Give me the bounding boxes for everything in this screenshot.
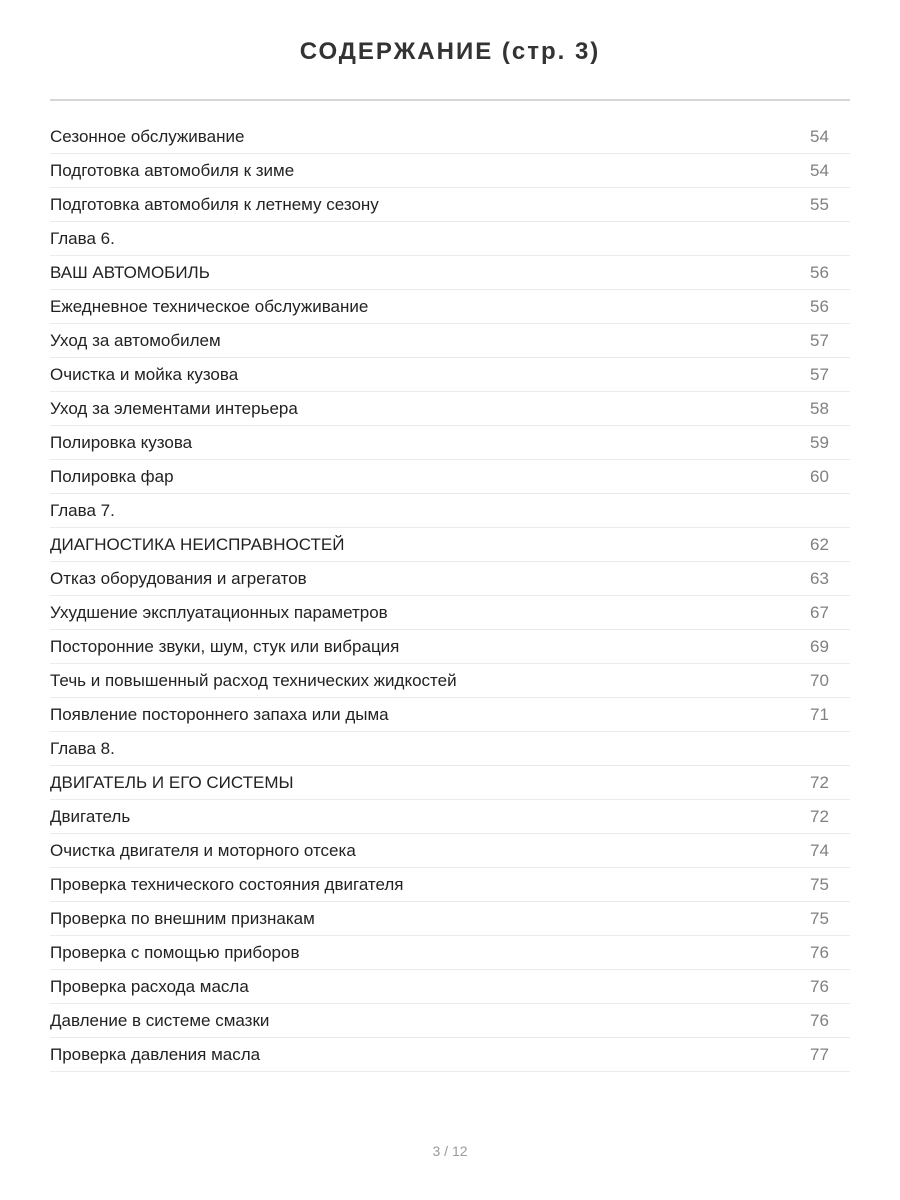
toc-chapter-heading[interactable] <box>50 222 850 256</box>
toc-entry-page-number: 54 <box>810 160 829 180</box>
toc-entry[interactable] <box>50 358 850 392</box>
table-of-contents <box>50 120 850 1072</box>
toc-entry[interactable] <box>50 188 850 222</box>
page-title: СОДЕРЖАНИЕ (стр. 3) <box>299 38 601 65</box>
toc-entry-page-number: 63 <box>810 568 829 588</box>
toc-entry-page-number: 75 <box>810 874 829 894</box>
toc-entry[interactable] <box>50 902 850 936</box>
toc-entry-label: Проверка давления масла <box>50 1044 261 1064</box>
toc-entry[interactable] <box>50 154 850 188</box>
toc-entry-label: Ухудшение эксплуатационных параметров <box>50 602 388 622</box>
toc-entry-page-number: 62 <box>810 534 829 554</box>
toc-entry-page-number: 58 <box>810 398 829 418</box>
toc-entry[interactable] <box>50 256 850 290</box>
toc-entry[interactable] <box>50 834 850 868</box>
toc-entry[interactable] <box>50 290 850 324</box>
toc-entry-label: Подготовка автомобиля к зиме <box>50 160 295 180</box>
toc-entry[interactable] <box>50 528 850 562</box>
toc-entry[interactable] <box>50 596 850 630</box>
toc-entry-label: Появление постороннего запаха или дыма <box>50 704 389 724</box>
toc-entry-label: Подготовка автомобиля к летнему сезону <box>50 194 379 214</box>
toc-entry-label: Глава 7. <box>50 500 115 520</box>
toc-entry-page-number: 54 <box>810 126 829 146</box>
toc-entry-page-number: 76 <box>810 942 829 962</box>
toc-entry-label: Очистка и мойка кузова <box>50 364 239 384</box>
toc-entry[interactable] <box>50 970 850 1004</box>
toc-entry-page-number: 74 <box>810 840 829 860</box>
toc-entry-page-number: 71 <box>810 704 829 724</box>
toc-entry-label: Проверка по внешним признакам <box>50 908 315 928</box>
toc-entry[interactable] <box>50 1004 850 1038</box>
toc-entry[interactable] <box>50 800 850 834</box>
toc-entry[interactable] <box>50 562 850 596</box>
toc-entry-label: Ежедневное техническое обслуживание <box>50 296 369 316</box>
toc-entry-label: Уход за автомобилем <box>50 330 221 350</box>
toc-entry[interactable] <box>50 868 850 902</box>
toc-entry-page-number: 56 <box>810 262 829 282</box>
toc-entry-page-number: 57 <box>810 364 829 384</box>
toc-entry[interactable] <box>50 324 850 358</box>
toc-entry-page-number: 60 <box>810 466 829 486</box>
toc-entry[interactable] <box>50 426 850 460</box>
toc-entry-label: Полировка кузова <box>50 432 193 452</box>
toc-entry-label: ВАШ АВТОМОБИЛЬ <box>50 262 210 282</box>
toc-entry[interactable] <box>50 630 850 664</box>
toc-entry-label: Двигатель <box>50 806 131 826</box>
toc-entry-page-number: 77 <box>810 1044 829 1064</box>
toc-entry-label: Сезонное обслуживание <box>50 126 245 146</box>
toc-entry[interactable] <box>50 698 850 732</box>
toc-entry-label: Уход за элементами интерьера <box>50 398 298 418</box>
toc-entry[interactable] <box>50 460 850 494</box>
toc-entry-label: ДИАГНОСТИКА НЕИСПРАВНОСТЕЙ <box>50 534 345 554</box>
title-divider <box>50 99 850 101</box>
toc-entry-label: Проверка расхода масла <box>50 976 249 996</box>
toc-entry-label: Проверка технического состояния двигателя <box>50 874 404 894</box>
toc-entry[interactable] <box>50 664 850 698</box>
toc-chapter-heading[interactable] <box>50 732 850 766</box>
toc-entry[interactable] <box>50 120 850 154</box>
toc-entry-label: Проверка с помощью приборов <box>50 942 300 962</box>
toc-entry-label: Очистка двигателя и моторного отсека <box>50 840 356 860</box>
toc-entry-page-number: 70 <box>810 670 829 690</box>
toc-entry-page-number: 76 <box>810 976 829 996</box>
toc-entry-page-number: 56 <box>810 296 829 316</box>
toc-entry[interactable] <box>50 392 850 426</box>
toc-entry[interactable] <box>50 936 850 970</box>
toc-entry-page-number: 72 <box>810 772 829 792</box>
toc-entry-page-number: 57 <box>810 330 829 350</box>
toc-entry-page-number: 76 <box>810 1010 829 1030</box>
toc-entry-label: Глава 8. <box>50 738 115 758</box>
toc-entry-page-number: 69 <box>810 636 829 656</box>
toc-entry-page-number: 59 <box>810 432 829 452</box>
page-number-footer: 3 / 12 <box>432 1143 468 1159</box>
toc-entry-label: Течь и повышенный расход технических жидкостей <box>50 670 457 690</box>
toc-entry-label: ДВИГАТЕЛЬ И ЕГО СИСТЕМЫ <box>50 772 294 792</box>
toc-entry-page-number: 67 <box>810 602 829 622</box>
toc-entry-page-number: 75 <box>810 908 829 928</box>
toc-entry-label: Отказ оборудования и агрегатов <box>50 568 307 588</box>
toc-chapter-heading[interactable] <box>50 494 850 528</box>
toc-entry-page-number: 72 <box>810 806 829 826</box>
toc-entry-label: Посторонние звуки, шум, стук или вибрация <box>50 636 400 656</box>
toc-entry[interactable] <box>50 1038 850 1072</box>
toc-entry-page-number: 55 <box>810 194 829 214</box>
toc-entry[interactable] <box>50 766 850 800</box>
toc-entry-label: Давление в системе смазки <box>50 1010 270 1030</box>
toc-entry-label: Полировка фар <box>50 466 174 486</box>
toc-entry-label: Глава 6. <box>50 228 115 248</box>
